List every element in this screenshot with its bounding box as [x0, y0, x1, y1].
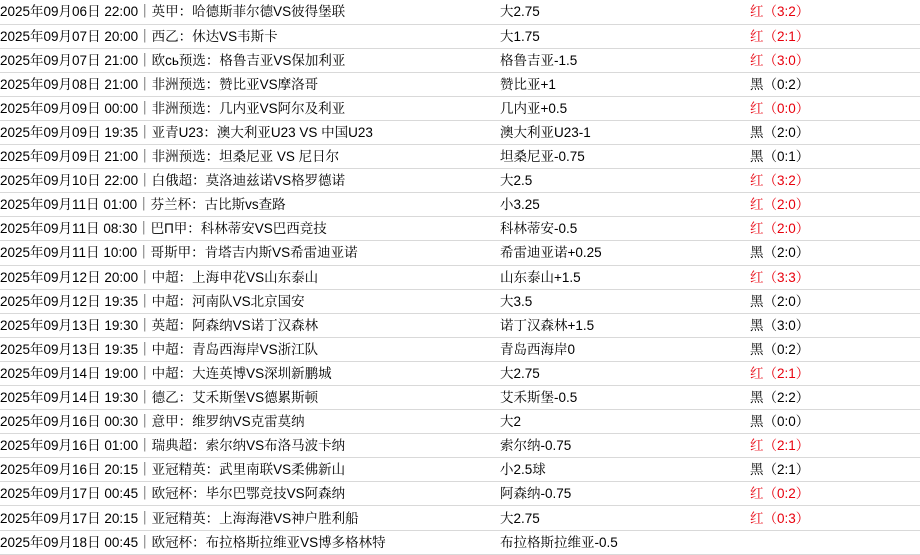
match-pick-cell: 赞比亚+1 [500, 72, 750, 96]
match-pick-cell: 澳大利亚U23-1 [500, 120, 750, 144]
match-result-cell: 红（0:2） [750, 482, 920, 506]
match-pick-cell: 索尔纳-0.75 [500, 434, 750, 458]
match-result-cell [750, 530, 920, 554]
match-pick-cell: 大2.75 [500, 361, 750, 385]
table-row [0, 530, 920, 554]
match-result-cell: 黑（2:0） [750, 289, 920, 313]
table-row [0, 241, 920, 265]
match-pick-cell: 青岛西海岸0 [500, 337, 750, 361]
table-row [0, 506, 920, 530]
match-pick-cell: 小2.5球 [500, 458, 750, 482]
match-pick-cell: 大3.5 [500, 289, 750, 313]
table-row [0, 313, 920, 337]
table-row [0, 265, 920, 289]
table-row [0, 24, 920, 48]
match-result-cell: 黑（0:2） [750, 337, 920, 361]
match-event-cell: 2025年09月13日 19:30｜英超：阿森纳VS诺丁汉森林 [0, 313, 500, 337]
match-result-cell: 红（0:3） [750, 506, 920, 530]
match-event-cell: 2025年09月07日 21:00｜欧сь预选：格鲁吉亚VS保加利亚 [0, 48, 500, 72]
match-pick-cell: 布拉格斯拉维亚-0.5 [500, 530, 750, 554]
match-result-cell: 红（2:0） [750, 217, 920, 241]
table-row [0, 193, 920, 217]
table-row [0, 434, 920, 458]
match-event-cell: 2025年09月06日 22:00｜英甲：哈德斯菲尔德VS彼得堡联 [0, 0, 500, 24]
match-event-cell: 2025年09月09日 19:35｜亚青U23：澳大利亚U23 VS 中国U23 [0, 120, 500, 144]
match-pick-cell: 科林蒂安-0.5 [500, 217, 750, 241]
table-row [0, 169, 920, 193]
match-pick-cell: 大2.5 [500, 169, 750, 193]
match-event-cell: 2025年09月12日 19:35｜中超：河南队VS北京国安 [0, 289, 500, 313]
table-row [0, 482, 920, 506]
match-event-cell: 2025年09月11日 10:00｜哥斯甲：肯塔吉内斯VS希雷迪亚诺 [0, 241, 500, 265]
match-event-cell: 2025年09月16日 01:00｜瑞典超：索尔纳VS布洛马波卡纳 [0, 434, 500, 458]
match-event-cell: 2025年09月11日 08:30｜巴П甲：科林蒂安VS巴西竞技 [0, 217, 500, 241]
match-result-cell: 红（2:1） [750, 434, 920, 458]
match-pick-cell: 大2.75 [500, 0, 750, 24]
match-pick-cell: 大1.75 [500, 24, 750, 48]
match-result-cell: 红（0:0） [750, 96, 920, 120]
match-pick-cell: 阿森纳-0.75 [500, 482, 750, 506]
match-pick-cell: 大2 [500, 410, 750, 434]
match-result-cell: 红（2:0） [750, 193, 920, 217]
match-result-cell: 黑（2:0） [750, 120, 920, 144]
match-result-cell: 红（3:0） [750, 48, 920, 72]
table-row [0, 386, 920, 410]
match-result-cell: 黑（0:1） [750, 145, 920, 169]
table-row [0, 217, 920, 241]
match-event-cell: 2025年09月17日 20:15｜亚冠精英：上海海港VS神户胜利船 [0, 506, 500, 530]
table-row [0, 410, 920, 434]
table-row [0, 72, 920, 96]
table-row [0, 289, 920, 313]
match-pick-cell: 希雷迪亚诺+0.25 [500, 241, 750, 265]
match-pick-cell: 小3.25 [500, 193, 750, 217]
match-result-cell: 黑（2:2） [750, 386, 920, 410]
table-row [0, 48, 920, 72]
match-event-cell: 2025年09月12日 20:00｜中超：上海申花VS山东泰山 [0, 265, 500, 289]
match-result-cell: 黑（0:2） [750, 72, 920, 96]
match-event-cell: 2025年09月14日 19:00｜中超：大连英博VS深圳新鹏城 [0, 361, 500, 385]
match-event-cell: 2025年09月08日 21:00｜非洲预选：赞比亚VS摩洛哥 [0, 72, 500, 96]
match-pick-cell: 山东泰山+1.5 [500, 265, 750, 289]
table-row [0, 458, 920, 482]
match-event-cell: 2025年09月10日 22:00｜白俄超：莫洛迪兹诺VS格罗德诺 [0, 169, 500, 193]
table-row [0, 0, 920, 24]
match-event-cell: 2025年09月16日 20:15｜亚冠精英：武里南联VS柔佛新山 [0, 458, 500, 482]
match-result-cell: 红（2:1） [750, 24, 920, 48]
match-pick-cell: 格鲁吉亚-1.5 [500, 48, 750, 72]
match-event-cell: 2025年09月18日 00:45｜欧冠杯：布拉格斯拉维亚VS博多格林特 [0, 530, 500, 554]
table-row [0, 145, 920, 169]
match-event-cell: 2025年09月07日 20:00｜西乙：休达VS韦斯卡 [0, 24, 500, 48]
match-event-cell: 2025年09月13日 19:35｜中超：青岛西海岸VS浙江队 [0, 337, 500, 361]
table-row [0, 337, 920, 361]
match-result-cell: 黑（2:0） [750, 241, 920, 265]
match-result-cell: 黑（3:0） [750, 313, 920, 337]
match-event-cell: 2025年09月09日 21:00｜非洲预选：坦桑尼亚 VS 尼日尔 [0, 145, 500, 169]
match-event-cell: 2025年09月11日 01:00｜芬兰杯：古比斯vs查路 [0, 193, 500, 217]
match-event-cell: 2025年09月09日 00:00｜非洲预选：几内亚VS阿尔及利亚 [0, 96, 500, 120]
match-result-cell: 红（2:1） [750, 361, 920, 385]
table-row [0, 96, 920, 120]
table-row [0, 120, 920, 144]
match-pick-cell: 艾禾斯堡-0.5 [500, 386, 750, 410]
match-event-cell: 2025年09月17日 00:45｜欧冠杯：毕尔巴鄂竞技VS阿森纳 [0, 482, 500, 506]
match-result-cell: 红（3:3） [750, 265, 920, 289]
match-result-cell: 黑（2:1） [750, 458, 920, 482]
match-pick-cell: 大2.75 [500, 506, 750, 530]
match-result-cell: 红（3:2） [750, 0, 920, 24]
table-row [0, 361, 920, 385]
match-event-cell: 2025年09月14日 19:30｜德乙：艾禾斯堡VS德累斯顿 [0, 386, 500, 410]
match-pick-cell: 几内亚+0.5 [500, 96, 750, 120]
match-result-cell: 黑（0:0） [750, 410, 920, 434]
match-pick-cell: 坦桑尼亚-0.75 [500, 145, 750, 169]
match-event-cell: 2025年09月16日 00:30｜意甲：维罗纳VS克雷莫纳 [0, 410, 500, 434]
match-result-cell: 红（3:2） [750, 169, 920, 193]
match-pick-cell: 诺丁汉森林+1.5 [500, 313, 750, 337]
